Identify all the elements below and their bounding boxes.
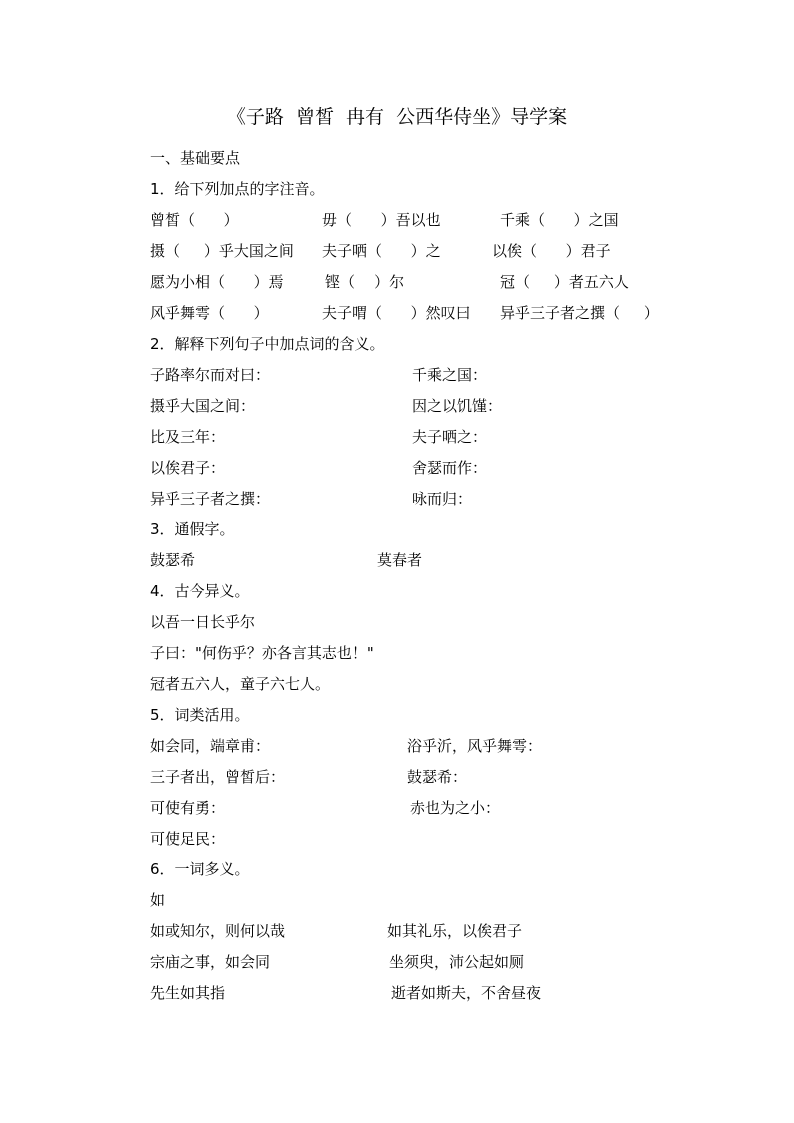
question-2-heading: 2．解释下列句子中加点词的含义。 — [150, 335, 385, 353]
pinyin-item: 毋（ ）吾以也 — [322, 211, 441, 229]
pinyin-item: 风乎舞雩（ ） — [150, 304, 269, 322]
polysemy-sentence: 如其礼乐，以俟君子 — [387, 922, 523, 940]
loan-character-item: 莫春者 — [377, 551, 423, 569]
question-4-heading: 4．古今异义。 — [150, 582, 250, 600]
sentence-line: 以吾一日长乎尔 — [150, 613, 256, 631]
question-6-heading: 6．一词多义。 — [150, 860, 250, 878]
question-1-heading: 1．给下列加点的字注音。 — [150, 180, 325, 198]
sentence-line: 冠者五六人，童子六七人。 — [150, 675, 331, 693]
polysemy-sentence: 如或知尔，则何以哉 — [150, 922, 286, 940]
pinyin-item: 摄（ ）乎大国之间 — [150, 242, 294, 260]
pinyin-item: 曾皙（ ） — [150, 211, 239, 229]
pinyin-item: 铿（ ）尔 — [325, 273, 405, 291]
definition-item: 因之以饥馑： — [412, 397, 503, 415]
pinyin-item: 夫子哂（ ）之 — [322, 242, 441, 260]
polysemy-sentence: 先生如其指 — [150, 984, 226, 1002]
definition-item: 以俟君子： — [150, 459, 226, 477]
pinyin-item: 异乎三子者之撰（ ） — [500, 304, 659, 322]
pinyin-item: 愿为小相（ ）焉 — [150, 273, 284, 291]
question-3-heading: 3．通假字。 — [150, 520, 235, 538]
pinyin-item: 千乘（ ）之国 — [500, 211, 619, 229]
sentence-line: 子曰："何伤乎？亦各言其志也！" — [150, 644, 374, 662]
polysemy-sentence: 逝者如斯夫，不舍昼夜 — [391, 984, 542, 1002]
polysemy-sentence: 坐须臾，沛公起如厕 — [389, 953, 525, 971]
word-class-item: 三子者出，曾皙后： — [150, 768, 286, 786]
loan-character-item: 鼓瑟希 — [150, 551, 196, 569]
word-class-item: 如会同，端章甫： — [150, 737, 271, 755]
pinyin-item: 以俟（ ）君子 — [492, 242, 611, 260]
definition-item: 比及三年： — [150, 428, 226, 446]
definition-item: 异乎三子者之撰： — [150, 490, 271, 508]
definition-item: 千乘之国： — [412, 366, 488, 384]
word-class-item: 可使足民： — [150, 830, 226, 848]
section-heading: 一、基础要点 — [150, 149, 241, 167]
polysemy-word: 如 — [150, 891, 166, 909]
definition-item: 摄乎大国之间： — [150, 397, 256, 415]
word-class-item: 浴乎沂，风乎舞雩： — [407, 737, 543, 755]
pinyin-item: 夫子喟（ ）然叹曰 — [322, 304, 471, 322]
definition-item: 子路率尔而对曰： — [150, 366, 271, 384]
pinyin-item: 冠（ ）者五六人 — [500, 273, 629, 291]
definition-item: 咏而归： — [412, 490, 473, 508]
definition-item: 舍瑟而作： — [412, 459, 488, 477]
word-class-item: 赤也为之小： — [410, 799, 501, 817]
word-class-item: 可使有勇： — [150, 799, 226, 817]
definition-item: 夫子哂之： — [412, 428, 488, 446]
page-title: 《子路 曾皙 冉有 公西华侍坐》导学案 — [226, 106, 568, 128]
question-5-heading: 5．词类活用。 — [150, 706, 250, 724]
word-class-item: 鼓瑟希： — [407, 768, 468, 786]
polysemy-sentence: 宗庙之事，如会同 — [150, 953, 271, 971]
